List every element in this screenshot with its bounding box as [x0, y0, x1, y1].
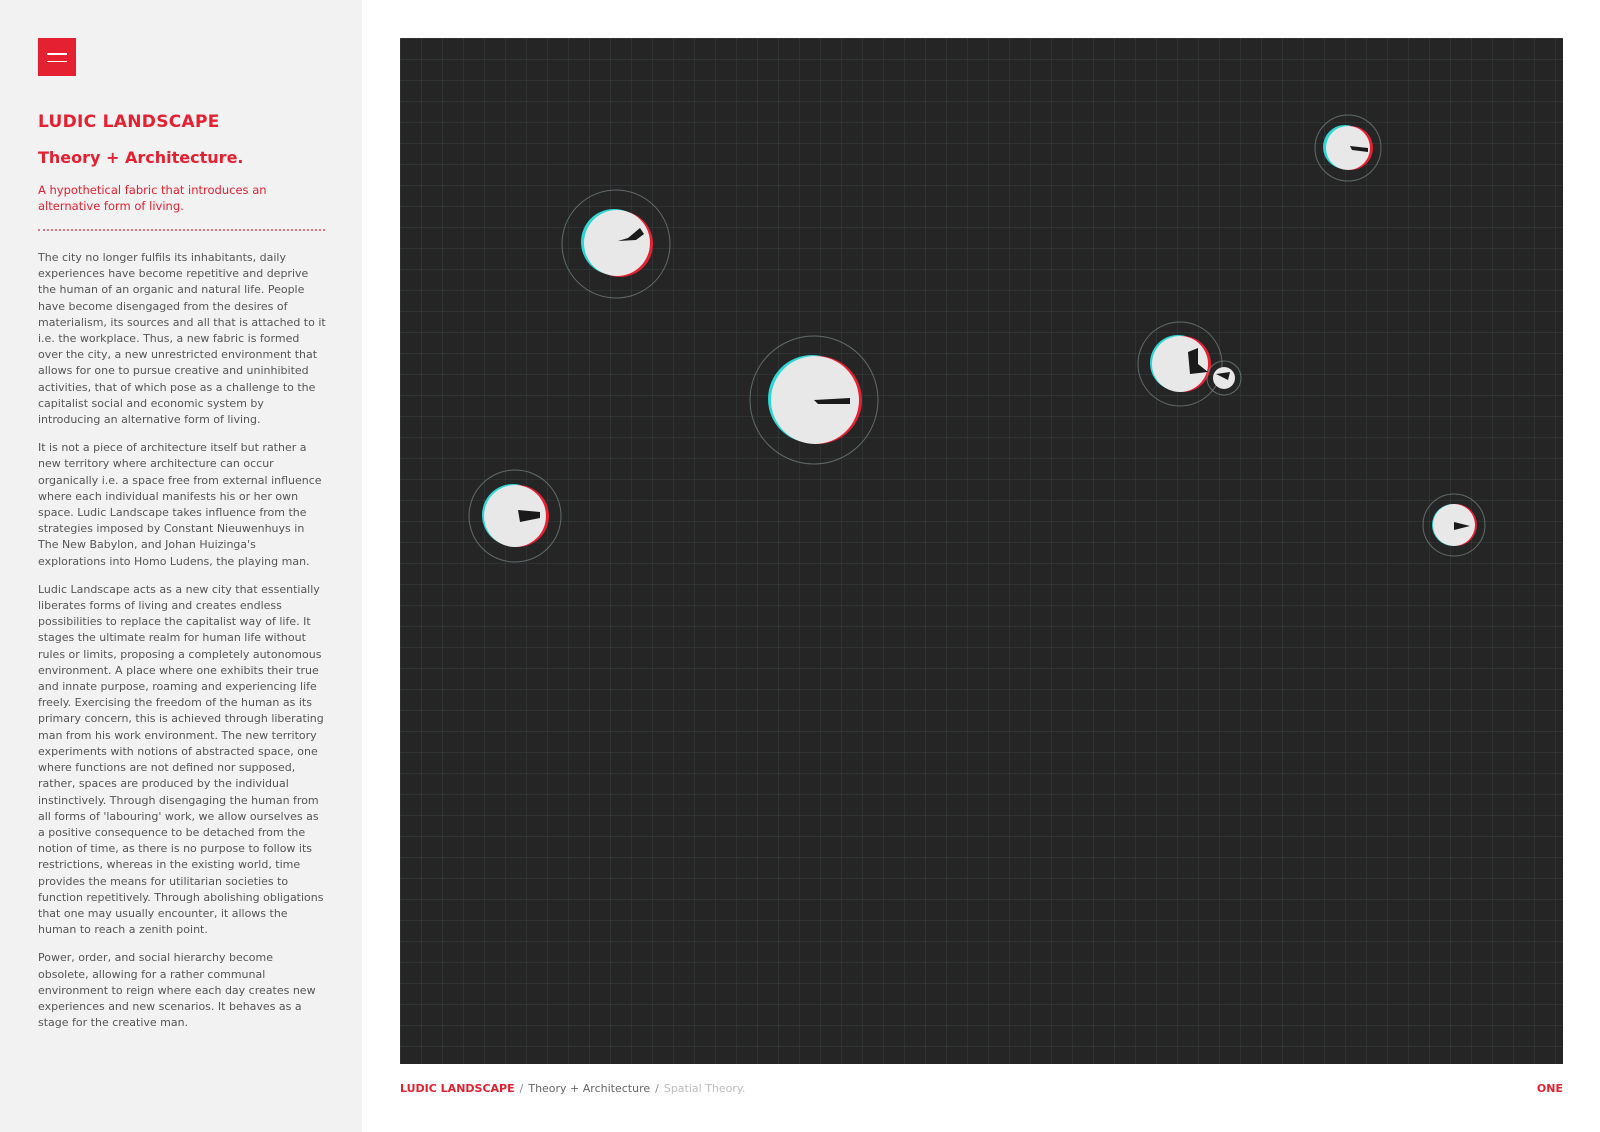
figure-node: [750, 336, 878, 464]
paragraph: The city no longer fulfils its inhabitants, daily experiences have become repetitive and deprive the human of an organic and natural life. People have become disengaged from the desires of materialism, its sources and all that is attached to it i.e. the workplace. Thus, a new fabric is formed over the city, a new unrestricted environment that allows for one to pursue creative and uninhibited activities, that of which pose as a challenge to the capitalist social and economic system by introducing an alternative form of living.: [38, 251, 326, 427]
dotted-divider: [38, 229, 325, 231]
paragraph: Power, order, and social hierarchy become obsolete, allowing for a rather communal environment to reign where each day creates new experiences and new scenarios. It behaves as a stage for the creative man.: [38, 951, 316, 1030]
figure-node: [1423, 494, 1485, 556]
paragraph: Ludic Landscape acts as a new city that essentially liberates forms of living and creates endless possibilities to replace the capitalist way of life. It stages the ultimate realm for human life without rules or limits, proposing a completely autonomous environment. A place where one exhibits their true and innate purpose, roaming and experiencing life freely. Exercising the freedom of the human as its primary concern, this is achieved through liberating man from his work environment. The new territory experiments with notions of abstracted space, one where functions are not defined nor supposed, rather, spaces are produced by the individual instinctively. Through disengaging the human from all forms of 'labouring' work, we allow ourselves as a positive consequence to be detached from the notion of time, as there is no purpose to follow its restrictions, whereas in the existing world, time provides the means for utilitarian societies to function repetitively. Through abolishing obligations that one may usually encounter, it allows the human to reach a zenith point.: [38, 582, 324, 937]
body-text: [38, 250, 326, 1043]
breadcrumb: [400, 1082, 1563, 1098]
project-title: LUDIC LANDSCAPE: [38, 112, 220, 132]
paragraph: It is not a piece of architecture itself but rather a new territory where architecture can occur organically i.e. a space free from external influence where each individual manifests his or her own space. Ludic Landscape takes influence from the strategies imposed by Constant Nieuwenhuys in The New Babylon, and Johan Huizinga's explorations into Homo Ludens, the playing man.: [38, 441, 322, 568]
project-subtitle: Theory + Architecture.: [38, 148, 244, 167]
figure-node: [562, 190, 670, 298]
page-number: ONE: [1536, 1082, 1563, 1095]
breadcrumb-separator: /: [519, 1082, 524, 1095]
landscape-image: [400, 38, 1563, 1064]
figure-node: [1315, 115, 1381, 181]
figure-node: [469, 470, 561, 562]
breadcrumb-separator: /: [655, 1082, 659, 1095]
logo[interactable]: [38, 38, 76, 76]
breadcrumb-project[interactable]: LUDIC LANDSCAPE: [400, 1082, 515, 1095]
sidebar: [0, 0, 362, 1132]
figure-node: [1138, 322, 1241, 406]
landscape-figure: [400, 38, 1563, 1064]
breadcrumb-section[interactable]: Theory + Architecture: [528, 1082, 651, 1095]
logo-mark: [47, 53, 67, 62]
breadcrumb-current: Spatial Theory.: [663, 1082, 746, 1095]
project-tagline: A hypothetical fabric that introduces an alternative form of living.: [38, 183, 267, 213]
